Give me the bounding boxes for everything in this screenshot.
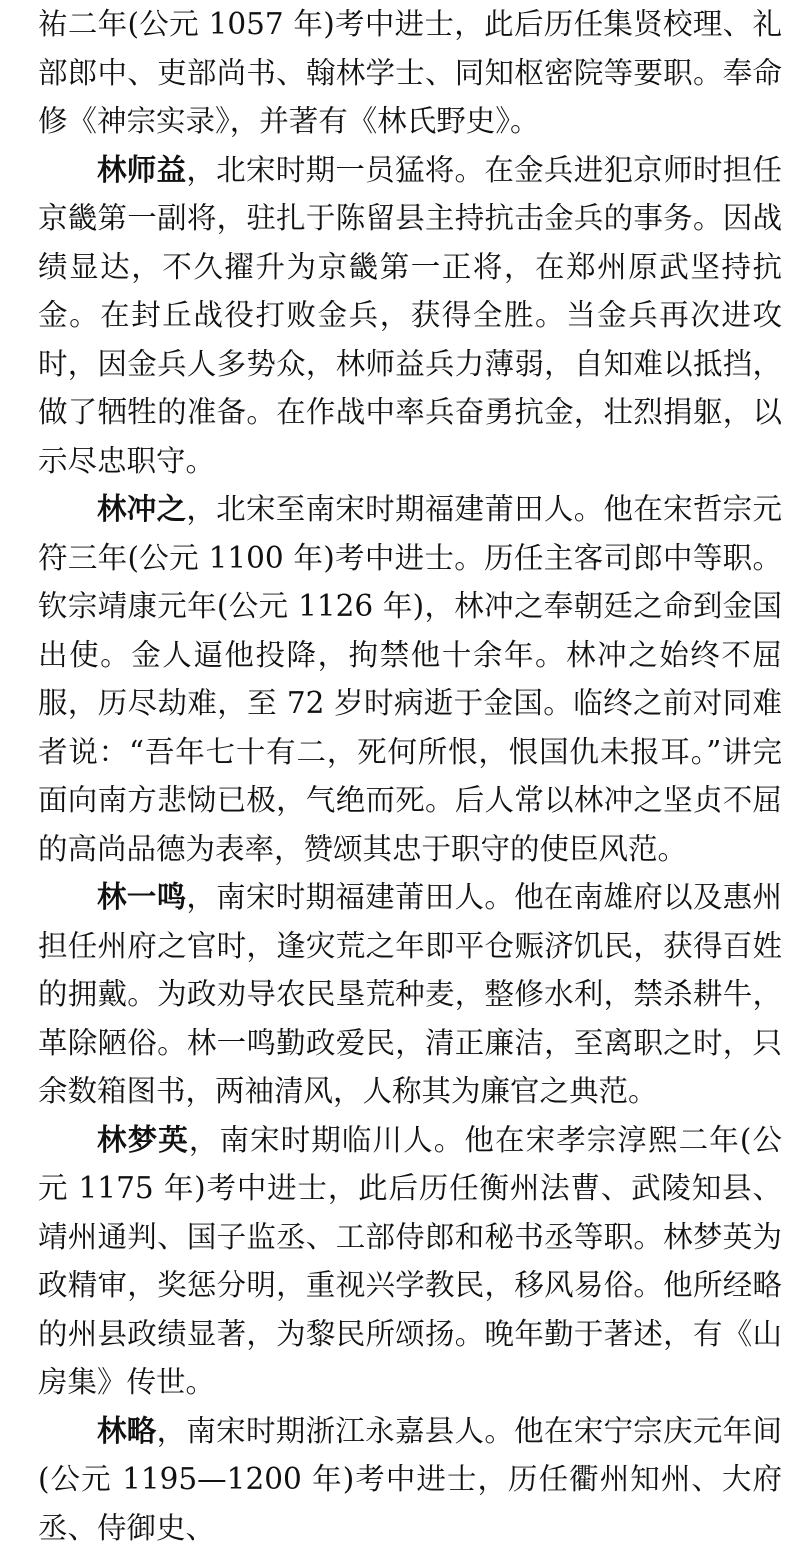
paragraph-lin-yiming (38, 873, 782, 1116)
paragraph-lin-mengying (38, 1116, 782, 1407)
person-name: 林师益 (97, 153, 186, 187)
person-name: 林一鸣 (97, 880, 186, 914)
paragraph-text: ，北宋至南宋时期福建莆田人。他在宋哲宗元符三年(公元 1100 年)考中进士。历任主客司郎中等职。钦宗靖康元年(公元 1126 年)，林冲之奉朝廷之命到金国出使。金人逼他投降，拘禁他十余年。林冲之始终不屈服，历尽劫难，至 72 岁时病逝于金国。临终之前对同难者说：“吾年七十有二，死何所恨，恨国仇未报耳。”讲完面向南方悲恸已极，气绝而死。后人常以林冲之坚贞不屈的高尚品德为表率，赞颂其忠于职守的使臣风范。 (38, 492, 782, 866)
paragraph-continuation (38, 0, 782, 146)
paragraph-text: ，南宋时期浙江永嘉县人。他在宋宁宗庆元年间(公元 1195—1200 年)考中进士，历任衢州知州、大府丞、侍御史、 (38, 1414, 782, 1545)
paragraph-text: ，南宋时期福建莆田人。他在南雄府以及惠州担任州府之官时，逢灾荒之年即平仓赈济饥民，获得百姓的拥戴。为政劝导农民垦荒种麦，整修水利，禁杀耕牛，革除陋俗。林一鸣勤政爱民，清正廉洁，至离职之时，只余数箱图书，两袖清风，人称其为廉官之典范。 (38, 880, 782, 1108)
paragraph-text: 祐二年(公元 1057 年)考中进士，此后历任集贤校理、礼部郎中、吏部尚书、翰林学士、同知枢密院等要职。奉命修《神宗实录》，并著有《林氏野史》。 (38, 7, 782, 138)
paragraph-text: ，北宋时期一员猛将。在金兵进犯京师时担任京畿第一副将，驻扎于陈留县主持抗击金兵的事务。因战绩显达，不久擢升为京畿第一正将，在郑州原武坚持抗金。在封丘战役打败金兵，获得全胜。当金兵再次进攻时，因金兵人多势众，林师益兵力薄弱，自知难以抵挡，做了牺牲的准备。在作战中率兵奋勇抗金，壮烈捐躯，以示尽忠职守。 (38, 153, 782, 478)
paragraph-lin-shiyi (38, 146, 782, 486)
person-name: 林冲之 (97, 492, 186, 526)
person-name: 林略 (97, 1414, 157, 1448)
paragraph-text: ，南宋时期临川人。他在宋孝宗淳熙二年(公元 1175 年)考中进士，此后历任衡州法曹、武陵知县、靖州通判、国子监丞、工部侍郎和秘书丞等职。林梦英为政精审，奖惩分明，重视兴学教民，移风易俗。他所经略的州县政绩显著，为黎民所颂扬。晚年勤于著述，有《山房集》传世。 (38, 1123, 782, 1400)
person-name: 林梦英 (97, 1123, 189, 1157)
paragraph-lin-chongzhi (38, 485, 782, 873)
document-page (38, 0, 782, 1552)
paragraph-lin-lue (38, 1407, 782, 1552)
